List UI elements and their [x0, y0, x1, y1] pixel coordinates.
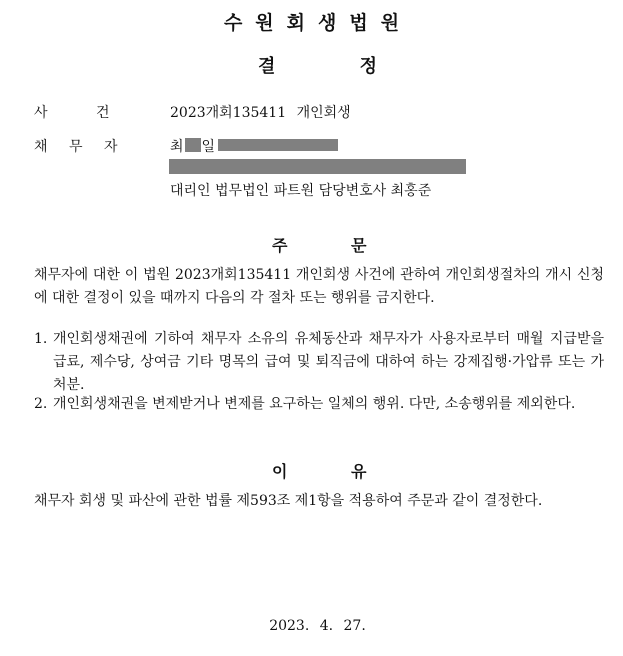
order-item [34, 328, 604, 397]
debtor-label: 채 무 자 [34, 139, 118, 155]
debtor-name-last: 일 [201, 139, 216, 155]
debtor-agent: 대리인 법무법인 파트원 담당변호사 최홍준 [170, 183, 432, 199]
order-heading: 주 문 [272, 236, 367, 255]
order-text: 채무자에 대한 이 법원 2023개회135411 개인회생 사건에 관하여 개인회생절차의 개시 신청에 대한 결정이 있을 때까지 다음의 각 절차 또는 행위를 금지한다. [34, 267, 604, 306]
order-item [34, 393, 604, 416]
court-name: 수원회생법원 [223, 12, 413, 34]
debtor-name-first: 최 [170, 139, 184, 155]
case-number: 2023개회135411 개인회생 [170, 105, 351, 121]
redaction-block [185, 138, 201, 152]
reason-text: 채무자 회생 및 파산에 관한 법률 제593조 제1항을 적용하여 주문과 같이 결정한다. [34, 493, 543, 509]
reason-heading: 이 유 [272, 462, 367, 481]
address-redaction [169, 159, 466, 174]
decision-date: 2023. 4. 27. [269, 618, 366, 634]
item-text: 개인회생채권을 변제받거나 변제를 요구하는 일체의 행위. 다만, 소송행위를 제외한다. [53, 396, 576, 412]
case-label: 사 건 [34, 105, 110, 121]
item-text: 개인회생채권에 기하여 채무자 소유의 유체동산과 채무자가 사용자로부터 매월 지급받을 급료, 제수당, 상여금 기타 명목의 급여 및 퇴직금에 대하여 하는 강제집행·가압류 또는 가처분. [53, 331, 604, 393]
redaction-block [218, 139, 338, 151]
item-number: 1. [34, 331, 48, 347]
item-number: 2. [34, 396, 48, 412]
document-title: 결 정 [258, 56, 378, 77]
debtor-name [170, 136, 215, 156]
